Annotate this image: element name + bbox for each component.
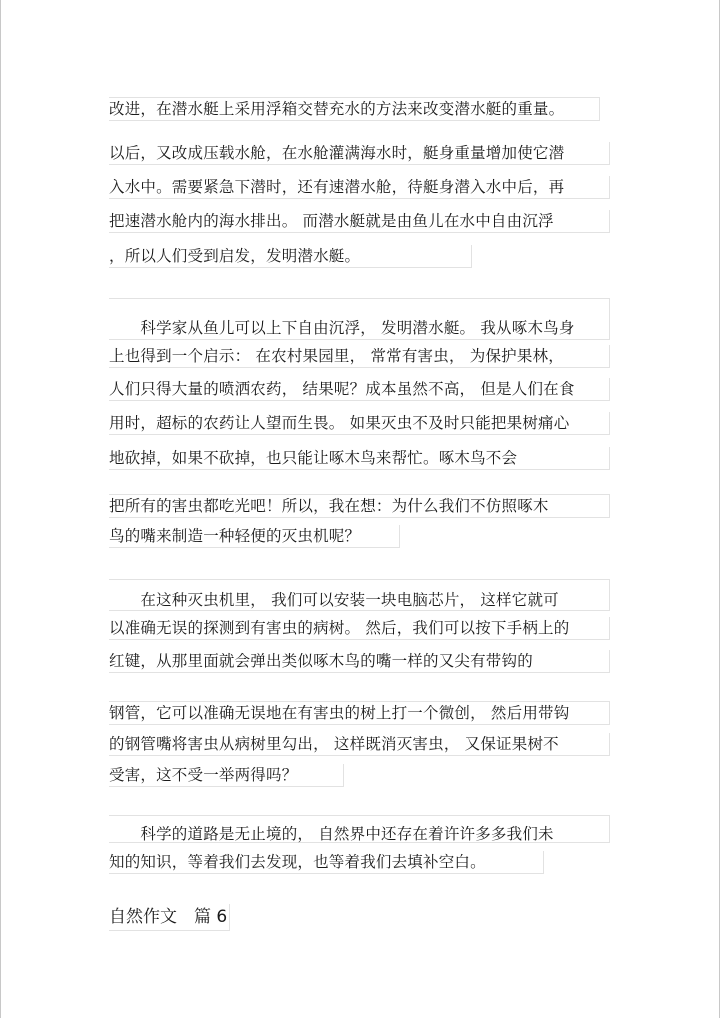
text-line: 知的知识，等着我们去发现，也等着我们去填补空白。 — [109, 851, 544, 874]
text-line: 在这种灭虫机里， 我们可以安装一块电脑芯片， 这样它就可 — [109, 579, 610, 611]
text-line: 鸟的嘴来制造一种轻便的灭虫机呢？ — [109, 525, 400, 548]
text-line: 上也得到一个启示： 在农村果园里， 常常有害虫， 为保护果林， — [109, 345, 610, 368]
page-left-edge — [0, 0, 1, 1018]
text-line: 科学家从鱼儿可以上下自由沉浮， 发明潜水艇。 我从啄木鸟身 — [109, 298, 610, 340]
text-line: 人们只得大量的喷洒农药， 结果呢？成本虽然不高， 但是人们在食 — [109, 378, 610, 401]
text-line: 的钢管嘴将害虫从病树里勾出， 这样既消灭害虫， 又保证果树不 — [109, 733, 610, 756]
text-line: 红键，从那里面就会弹出类似啄木鸟的嘴一样的又尖有带钩的 — [109, 650, 610, 673]
text-line: 入水中。需要紧急下潜时，还有速潜水舱，待艇身潜入水中后，再 — [109, 176, 610, 199]
text-line: 以后，又改成压载水舱，在水舱灌满海水时，艇身重量增加使它潜 — [109, 142, 610, 165]
text-line: 改进，在潜水艇上采用浮箱交替充水的方法来改变潜水艇的重量。 — [109, 97, 600, 121]
text-line: 地砍掉，如果不砍掉，也只能让啄木鸟来帮忙。啄木鸟不会 — [109, 447, 610, 470]
section-heading: 自然作文 篇 6 — [109, 904, 230, 931]
text-line: 把所有的害虫都吃光吧！所以，我在想：为什么我们不仿照啄木 — [109, 494, 610, 518]
text-line: 科学的道路是无止境的， 自然界中还存在着许许多多我们未 — [109, 815, 610, 843]
text-line: ，所以人们受到启发，发明潜水艇。 — [109, 245, 472, 268]
text-line: 把速潜水舱内的海水排出。 而潜水艇就是由鱼儿在水中自由沉浮 — [109, 210, 610, 233]
text-line: 受害，这不受一举两得吗？ — [109, 764, 344, 787]
text-line: 以准确无误的探测到有害虫的病树。 然后，我们可以按下手柄上的 — [109, 617, 610, 640]
text-line: 钢管，它可以准确无误地在有害虫的树上打一个微创， 然后用带钩 — [109, 701, 610, 725]
text-line: 用时，超标的农药让人望而生畏。 如果灭虫不及时只能把果树痛心 — [109, 412, 610, 435]
